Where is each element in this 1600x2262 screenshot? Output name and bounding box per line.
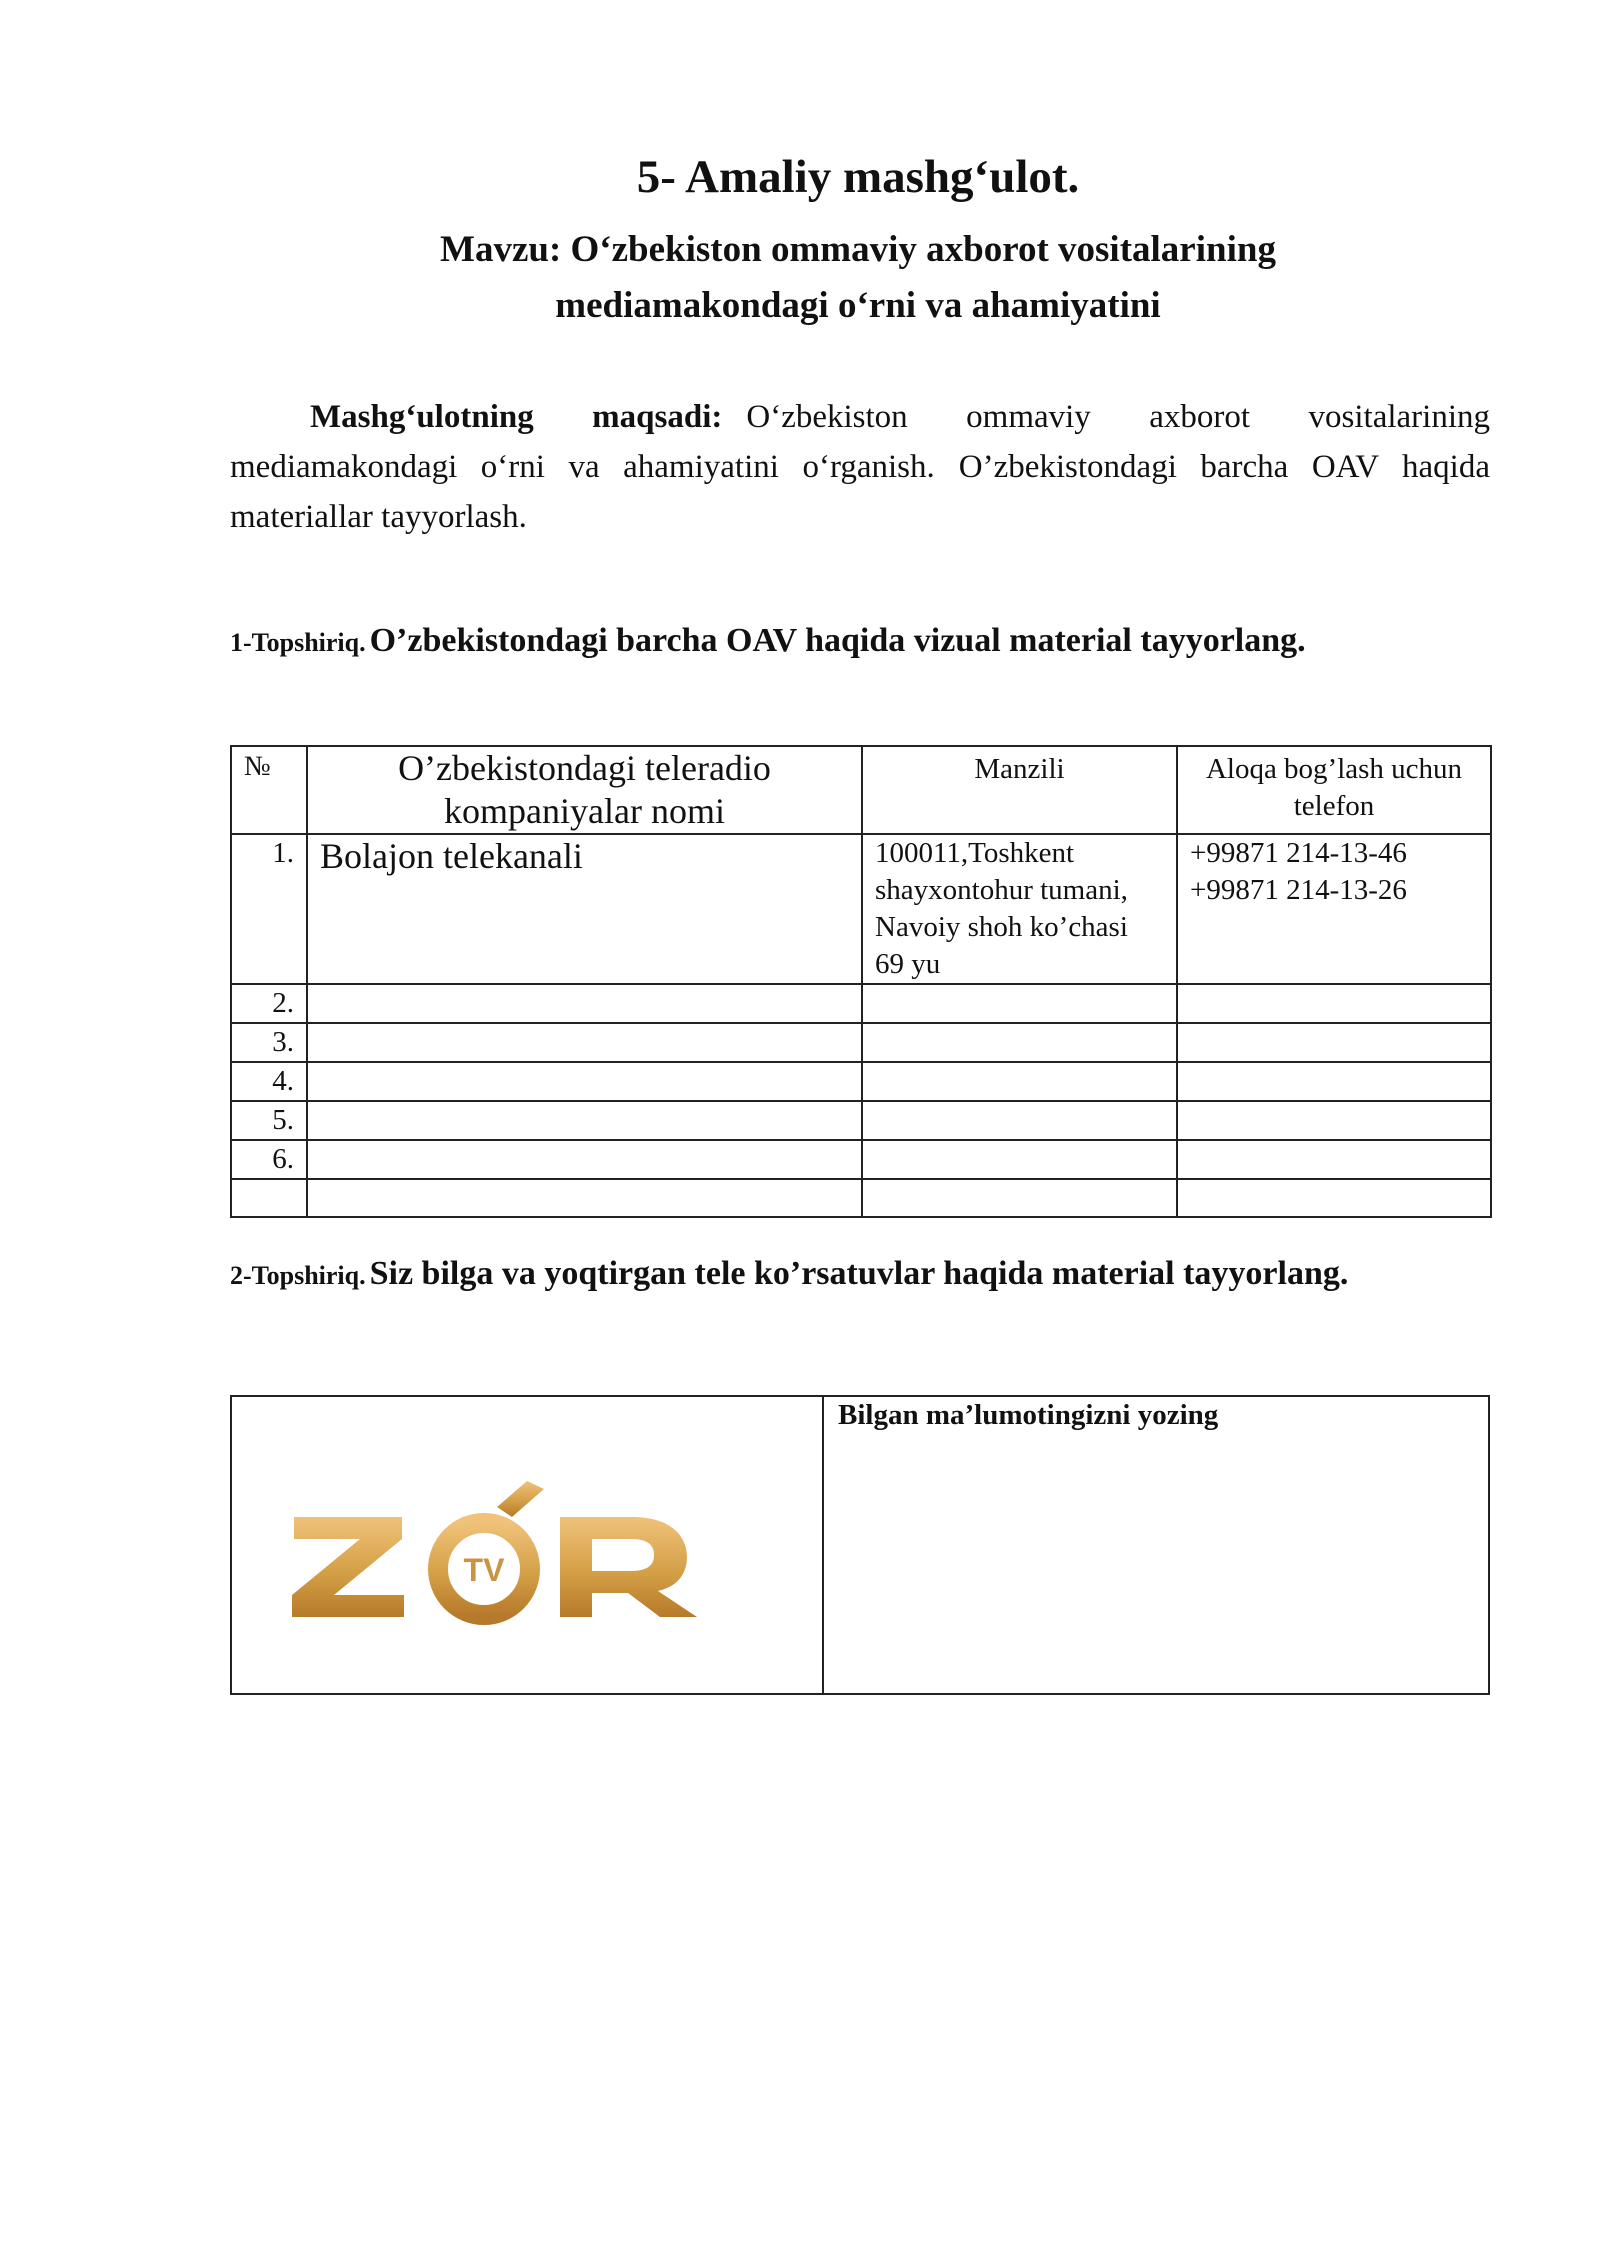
address-line: shayxontohur tumani, — [875, 874, 1128, 906]
empty-cell — [862, 1179, 1177, 1217]
task-2-tag: 2-Topshiriq. — [230, 1261, 366, 1290]
table-row — [231, 1179, 1491, 1217]
company-name: Bolajon telekanali — [307, 834, 862, 984]
purpose-text-2: O’zbekistondagi barcha OAV haqida materiallar tayyorlash. — [230, 449, 1490, 535]
phone-number: +99871 214-13-26 — [1190, 874, 1407, 906]
empty-cell — [307, 984, 862, 1023]
subtitle-line-2: mediamakondagi o‘rni va ahamiyatini — [555, 285, 1161, 326]
empty-cell — [1177, 984, 1491, 1023]
tv-show-box — [230, 1395, 1490, 1695]
row-number: 4. — [231, 1062, 307, 1101]
header-phone: Aloqa bog’lash uchun telefon — [1177, 746, 1491, 834]
address-line: Navoiy shoh ko’chasi — [875, 911, 1128, 943]
table-row — [231, 984, 1491, 1023]
empty-cell — [1177, 1101, 1491, 1140]
page-title: 5- Amaliy mashg‘ulot. — [636, 151, 1080, 203]
task-1-text: O’zbekistondagi barcha OAV haqida vizual material tayyorlang. — [369, 622, 1306, 659]
empty-cell — [862, 1023, 1177, 1062]
purpose-text-1: O‘zbekiston ommaviy axborot vositalarining mediamakondagi o‘rni va ahamiyatini o‘rganish. — [230, 399, 1491, 485]
row-number: 1. — [231, 834, 307, 984]
subtitle-line-1: Mavzu: O‘zbekiston ommaviy axborot vositalarining — [440, 229, 1276, 270]
row-number — [231, 1179, 307, 1217]
empty-cell — [862, 1101, 1177, 1140]
row-number: 3. — [231, 1023, 307, 1062]
empty-cell — [862, 1140, 1177, 1179]
media-companies-table — [230, 745, 1492, 1218]
table-row — [231, 1062, 1491, 1101]
address-line: 69 yu — [875, 948, 941, 980]
empty-cell — [307, 1023, 862, 1062]
row-number: 6. — [231, 1140, 307, 1179]
svg-text:TV: TV — [463, 1552, 505, 1588]
table-row — [231, 834, 1491, 984]
table-header-row — [231, 746, 1491, 834]
address-line: 100011,Toshkent — [875, 837, 1075, 869]
empty-cell — [862, 1062, 1177, 1101]
company-address — [862, 834, 1177, 984]
zor-tv-logo — [292, 1477, 762, 1627]
company-phones — [1177, 834, 1491, 984]
purpose-label: Mashg‘ulotning maqsadi: — [310, 399, 723, 435]
header-number: № — [231, 746, 307, 834]
task-2-heading — [230, 1255, 1530, 1293]
table-row — [231, 1140, 1491, 1179]
empty-cell — [1177, 1179, 1491, 1217]
header-address: Manzili — [862, 746, 1177, 834]
table-row — [231, 1101, 1491, 1140]
box-divider — [822, 1397, 824, 1693]
task-1-heading — [230, 622, 1530, 660]
empty-cell — [1177, 1023, 1491, 1062]
empty-cell — [307, 1140, 862, 1179]
empty-cell — [307, 1101, 862, 1140]
info-label: Bilgan ma’lumotingizni yozing — [838, 1399, 1219, 1431]
header-company-name: O’zbekistondagi teleradio kompaniyalar nomi — [307, 746, 862, 834]
empty-cell — [1177, 1062, 1491, 1101]
empty-cell — [1177, 1140, 1491, 1179]
purpose-paragraph — [230, 392, 1490, 542]
empty-cell — [307, 1179, 862, 1217]
phone-number: +99871 214-13-46 — [1190, 837, 1407, 869]
task-2-text: Siz bilga va yoqtirgan tele ko’rsatuvlar haqida material tayyorlang. — [369, 1255, 1349, 1292]
row-number: 5. — [231, 1101, 307, 1140]
row-number: 2. — [231, 984, 307, 1023]
table-row — [231, 1023, 1491, 1062]
page-subtitle — [0, 222, 1600, 334]
task-1-tag: 1-Topshiriq. — [230, 628, 366, 657]
empty-cell — [307, 1062, 862, 1101]
empty-cell — [862, 984, 1177, 1023]
